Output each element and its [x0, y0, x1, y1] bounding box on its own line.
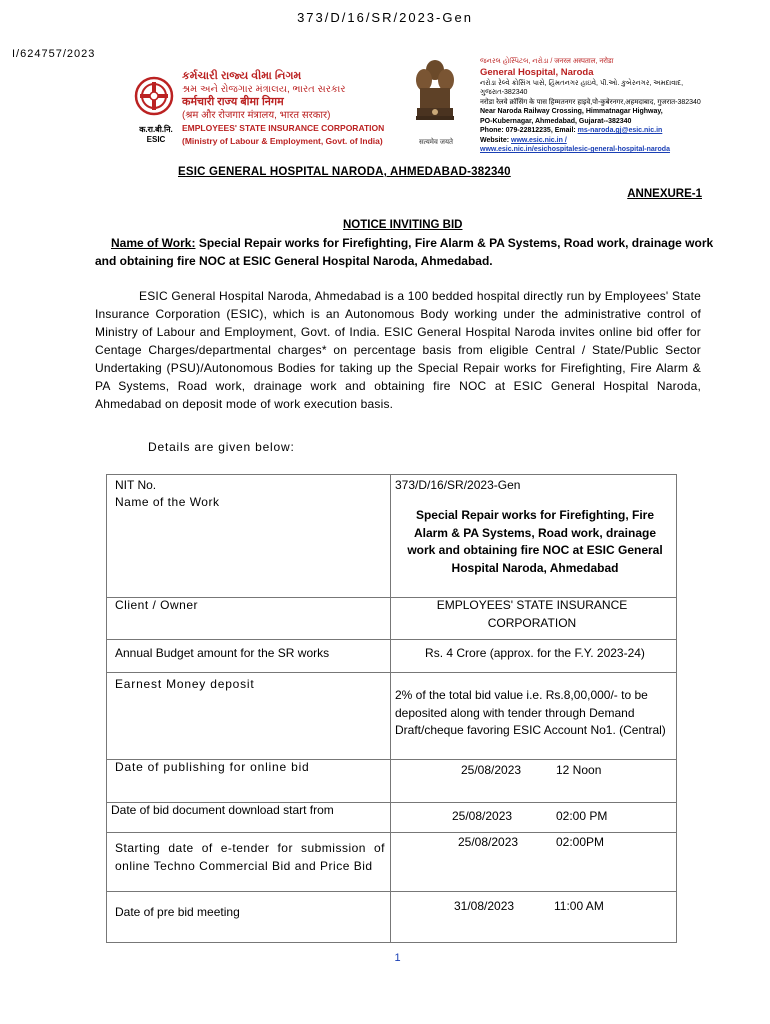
- publish-date: 25/08/2023: [461, 763, 522, 777]
- publish-time: 12 Noon: [556, 763, 602, 777]
- hospital-address-en-1: Near Naroda Railway Crossing, Himmatnagar Highway,: [480, 108, 663, 115]
- hospital-address-en-2: PO-Kubernagar, Ahmedabad, Gujarat--382340: [480, 117, 632, 125]
- submission-label: Starting date of e-tender for submission of online Techno Commercial Bid and Price Bid: [115, 841, 385, 873]
- notice-heading: NOTICE INVITING BID: [343, 219, 463, 231]
- submission-time: 02:00PM: [556, 835, 605, 849]
- hospital-phone-email: [480, 126, 730, 136]
- org-ministry-hindi: (श्रम और रोजगार मंत्रालय, भारत सरकार): [182, 110, 331, 121]
- emblem-motto: सत्यमेव जयते: [418, 139, 454, 146]
- download-date: 25/08/2023: [452, 809, 513, 823]
- org-name-gujarati: કર્મચારી રાજ્ય વીમા નિગમ: [182, 70, 302, 82]
- download-time: 02:00 PM: [556, 809, 608, 823]
- table-column-divider: [390, 475, 391, 942]
- name-of-work-text: Special Repair works for Firefighting, Fire Alarm & PA Systems, Road work, drainage work and obtaining fire NOC at ESIC General Hospital Naroda, Ahmedabad.: [95, 236, 714, 268]
- website-link[interactable]: www.esic.nic.in /: [511, 136, 567, 144]
- name-of-work: [95, 234, 715, 270]
- email-link[interactable]: ms-naroda.gj@esic.nic.in: [577, 127, 663, 134]
- hospital-contact-block: [480, 57, 730, 155]
- nit-label: NIT No.: [115, 478, 157, 492]
- org-ministry-gujarati: શ્રમ અને રોજગાર મંત્રાલય, ભારત સરકાર: [182, 84, 346, 95]
- esic-org-header: [182, 70, 412, 148]
- work-label: Name of the Work: [115, 495, 220, 509]
- table-row-divider: [107, 639, 676, 640]
- org-ministry-english: (Ministry of Labour & Employment, Govt. of India): [182, 136, 383, 146]
- download-label: Date of bid document download start from: [111, 803, 334, 817]
- nit-value: 373/D/16/SR/2023-Gen: [395, 478, 521, 492]
- emd-value: 2% of the total bid value i.e. Rs.8,00,000/- to be deposited along with tender through Demand Draft/cheque favoring ESIC Account No1. (Central): [395, 688, 666, 737]
- hospital-name: General Hospital, Naroda: [480, 66, 594, 78]
- website-link-2[interactable]: www.esic.nic.in/esichospitalesic-general-hospital-naroda: [480, 146, 670, 153]
- annexure-label: ANNEXURE-1: [627, 188, 702, 200]
- table-row-divider: [107, 672, 676, 673]
- nit-details-table: [106, 474, 677, 943]
- hospital-address-gujarati: નરોડા રેલ્વે ક્રોસિંગ પાસે, હિંમતનગર હાઇવે, પી.ઓ. કુબેરનગર, અમદાવાદ, ગુજરાત-382340: [480, 79, 684, 96]
- client-label: Client / Owner: [115, 598, 199, 612]
- page-number: 1: [394, 952, 401, 964]
- esic-abbreviation: [131, 125, 181, 145]
- esic-abbr-en: ESIC: [146, 135, 166, 144]
- document-reference: 373/D/16/SR/2023-Gen: [297, 10, 473, 25]
- website-label: Website:: [480, 136, 511, 144]
- publish-label: Date of publishing for online bid: [115, 760, 310, 774]
- page-title: ESIC GENERAL HOSPITAL NARODA, AHMEDABAD-382340: [178, 166, 511, 178]
- file-id: I/624757/2023: [12, 48, 96, 60]
- national-emblem-icon: [412, 56, 458, 134]
- hospital-address-hindi: नरोडा रेलवे क्रॉसिंग के पास हिम्मतनगर हाइवे,पो-कुबेरनगर,अहमदाबाद, गुजरात-382340: [480, 98, 701, 106]
- table-row-divider: [107, 832, 676, 833]
- esic-abbr-hindi: क.रा.बी.नि.: [139, 125, 173, 134]
- hospital-name-regional: જનરલ હોસ્પિટલ, નરોડા / जनरल अस्पताल, नरोडा: [480, 58, 614, 65]
- hospital-website: [480, 136, 730, 146]
- phone-label: Phone: 079-22812235, Email:: [480, 127, 578, 134]
- table-row-divider: [107, 891, 676, 892]
- budget-value: Rs. 4 Crore (approx. for the F.Y. 2023-24): [425, 646, 645, 660]
- prebid-time: 11:00 AM: [554, 899, 604, 913]
- prebid-date: 31/08/2023: [454, 899, 515, 913]
- intro-paragraph: ESIC General Hospital Naroda, Ahmedabad is a 100 bedded hospital directly run by Employees' State Insurance Corporation (ESIC), which is an Autonomous Body working under the administrative control of Ministry of Labour and Employment, Govt. of India. ESIC General Hospital Naroda invites online bid offer for Centage Charges/departmental charges* on percentage basis from eligible Central / State/Public Sector Undertaking (PSU)/Autonomous Bodies for taking up the Special Repair works for Firefighting, Fire Alarm & PA Systems, Road work, drainage work and obtaining fire NOC at ESIC General Hospital Naroda, Ahmedabad on deposit mode of work execution basis.: [95, 289, 701, 411]
- client-value: EMPLOYEES' STATE INSURANCE CORPORATION: [436, 598, 628, 630]
- org-name-hindi: कर्मचारी राज्य बीमा निगम: [182, 96, 284, 108]
- work-value: Special Repair works for Firefighting, Fire Alarm & PA Systems, Road work, drainage work and obtaining fire NOC at ESIC General Hospital Naroda, Ahmedabad: [407, 508, 663, 575]
- prebid-label: Date of pre bid meeting: [115, 905, 240, 919]
- emd-label: Earnest Money deposit: [115, 677, 255, 691]
- details-label: Details are given below:: [148, 440, 295, 454]
- name-of-work-label: Name of Work:: [111, 236, 196, 250]
- org-name-english: EMPLOYEES' STATE INSURANCE CORPORATION: [182, 123, 385, 133]
- submission-date: 25/08/2023: [458, 835, 519, 849]
- esic-logo-icon: [133, 76, 175, 116]
- budget-label: Annual Budget amount for the SR works: [115, 646, 330, 660]
